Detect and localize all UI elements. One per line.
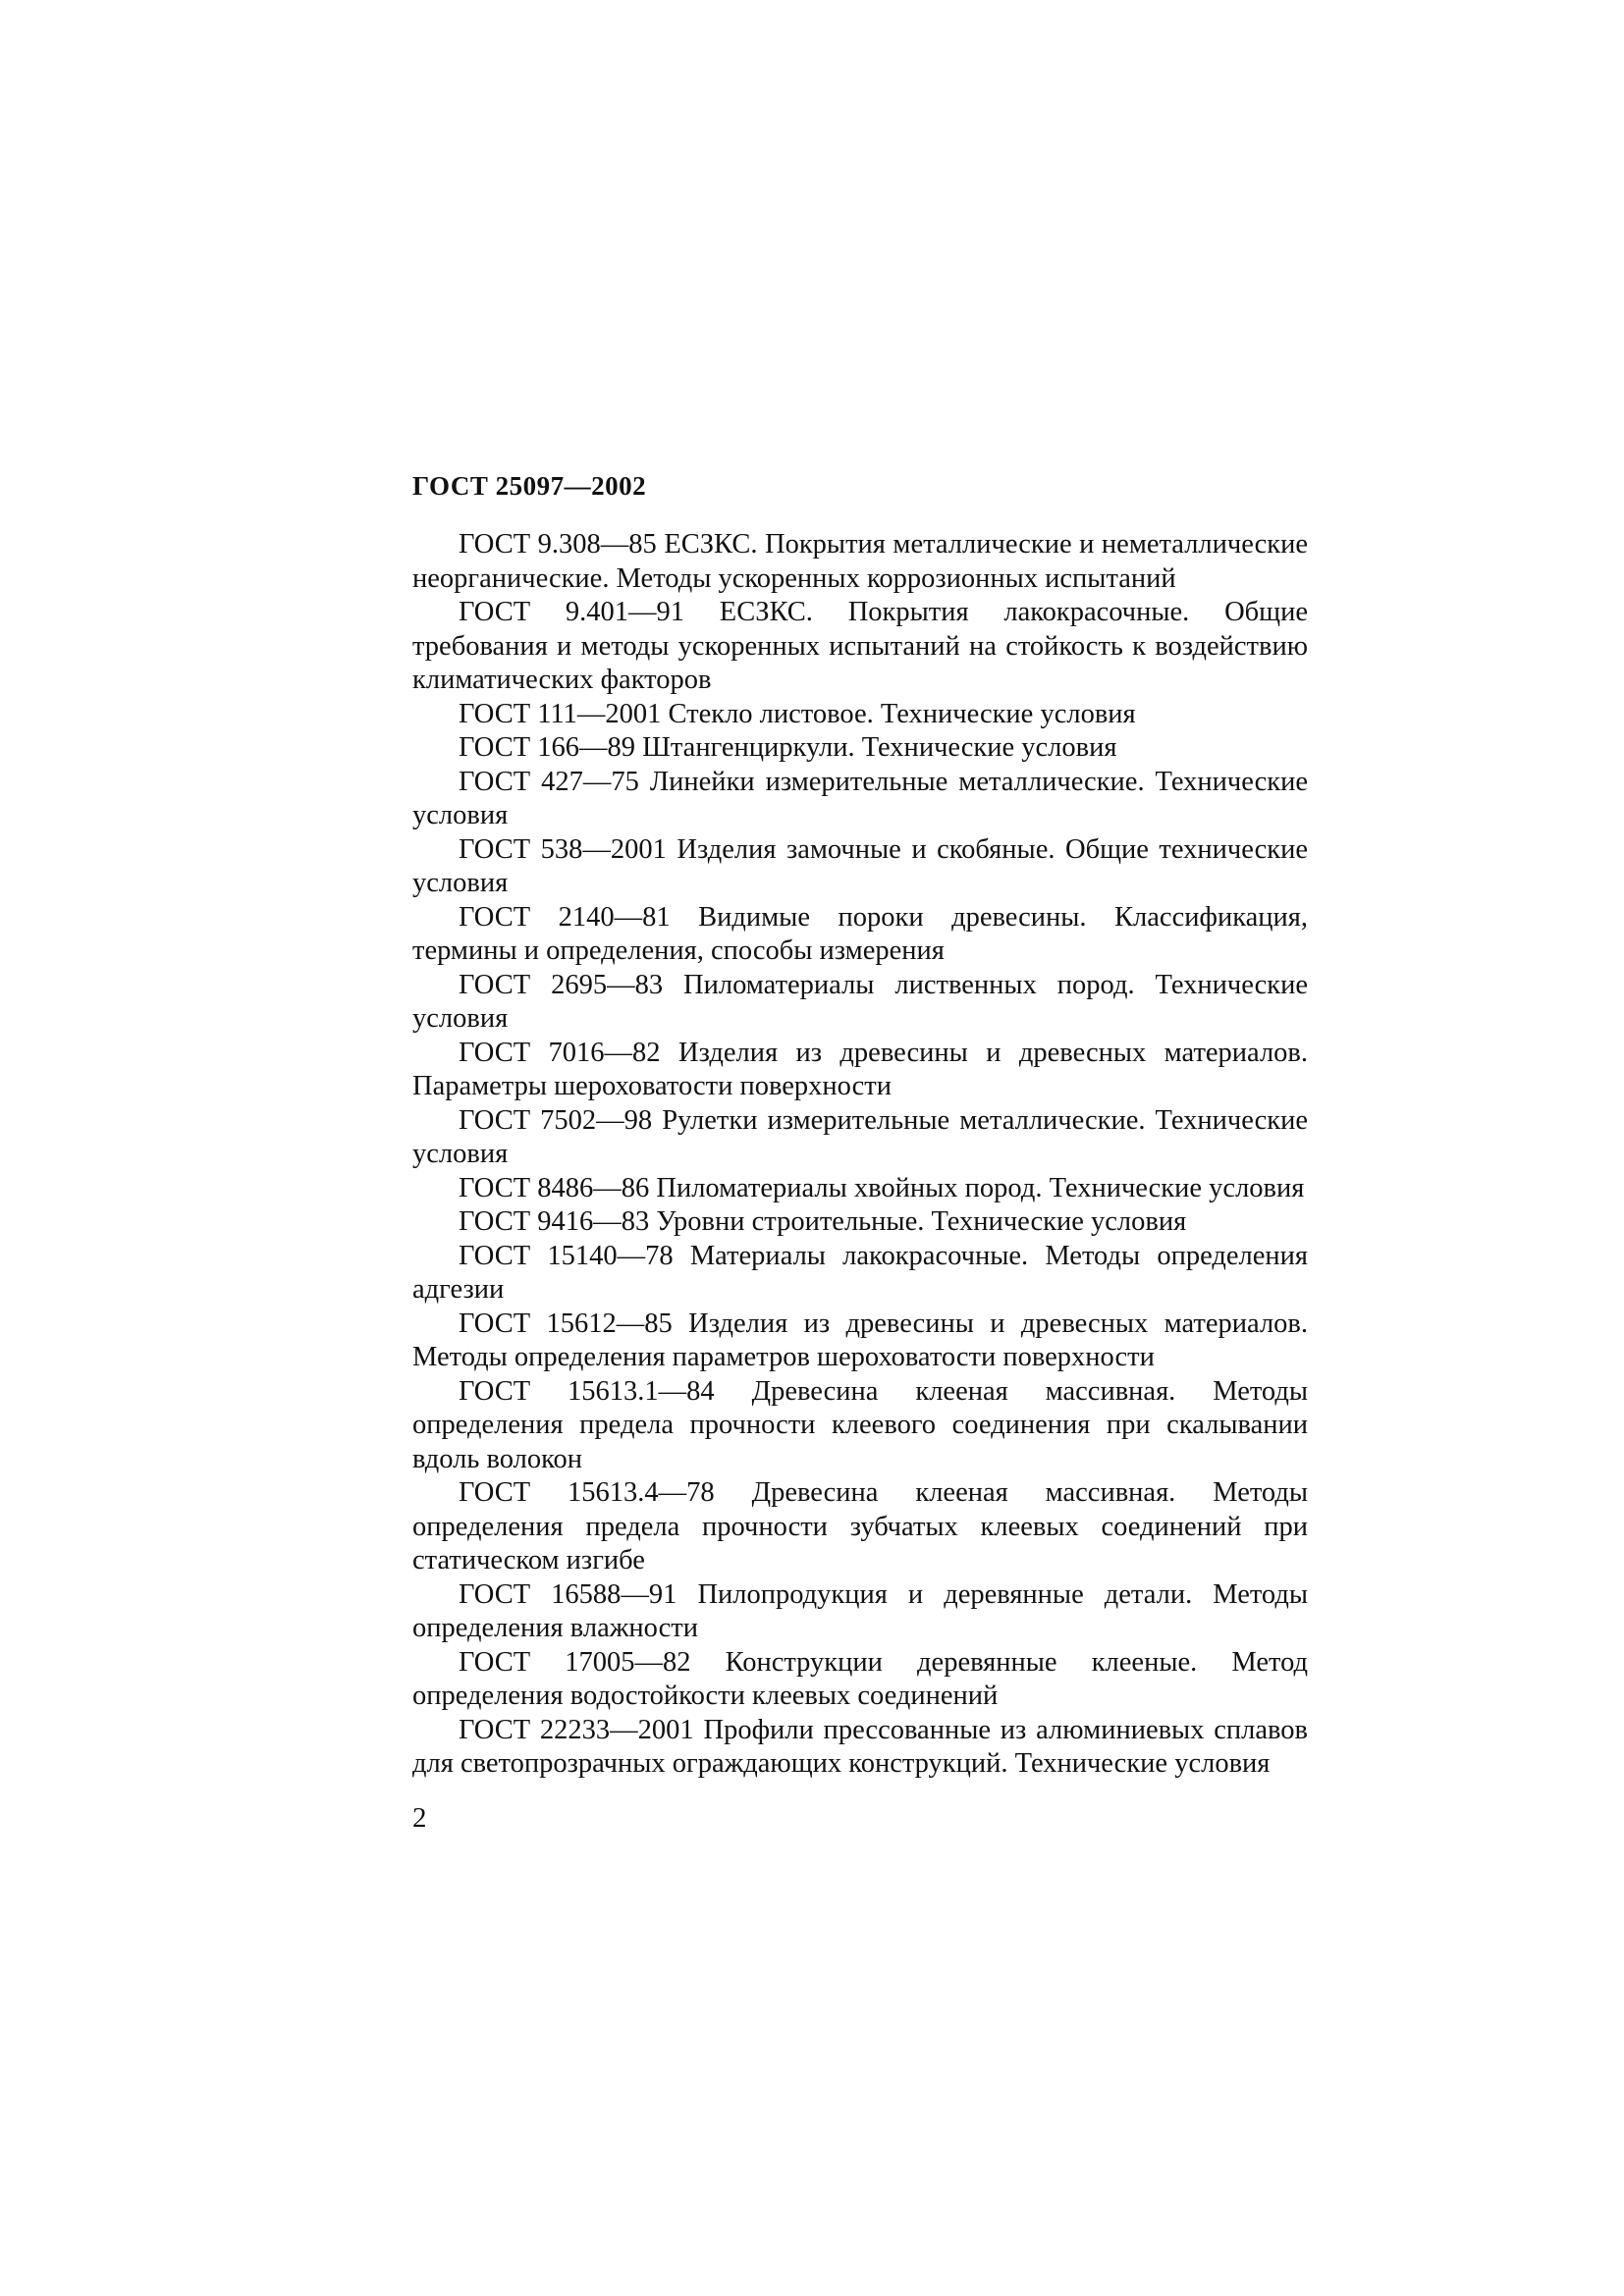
reference-item [412,528,1308,596]
reference-title: Пиломатериалы хвойных пород. Технические условия [656,1172,1305,1203]
reference-item [412,1037,1308,1104]
document-header: ГОСТ 25097—2002 [412,471,647,501]
reference-code: ГОСТ 9.308—85 [459,529,657,560]
reference-item [412,698,1308,732]
reference-code: ГОСТ 7502—98 [459,1104,653,1136]
reference-item [412,1578,1308,1646]
page-number: 2 [412,1802,427,1834]
reference-code: ГОСТ 9416—83 [459,1206,650,1237]
reference-code: ГОСТ 111—2001 [459,698,662,729]
reference-title: Изделия из древесины и древесных материалов. Методы определения параметров шероховатости поверхности [412,1308,1308,1372]
reference-code: ГОСТ 538—2001 [459,833,667,865]
reference-title: Изделия из древесины и древесных материалов. Параметры шероховатости поверхности [412,1037,1308,1101]
reference-item [412,833,1308,901]
reference-item [412,901,1308,969]
reference-item [412,596,1308,698]
reference-title: Пиломатериалы лиственных пород. Технические условия [412,969,1308,1034]
reference-code: ГОСТ 7016—82 [459,1037,661,1068]
reference-code: ГОСТ 9.401—91 [459,597,685,627]
reference-title: Конструкции деревянные клееные. Метод определения водостойкости клеевых соединений [412,1646,1309,1711]
reference-code: ГОСТ 15140—78 [459,1240,674,1271]
reference-item [412,1205,1308,1240]
reference-code: ГОСТ 427—75 [459,766,639,797]
reference-item [412,1308,1308,1375]
reference-item [412,1104,1308,1172]
reference-title: Древесина клееная массивная. Методы определения предела прочности клеевого соединения при скалывании вдоль волокон [412,1375,1309,1474]
normative-references-list [412,528,1308,1782]
reference-title: Древесина клееная массивная. Методы определения предела прочности зубчатых клеевых соединений при статическом изгибе [412,1477,1309,1575]
reference-item [412,969,1308,1037]
reference-item [412,1476,1308,1578]
reference-title: ЕСЗКС. Покрытия лакокрасочные. Общие требования и методы ускоренных испытаний на стойкость к воздействию климатических факторов [412,597,1309,695]
reference-item [412,1375,1308,1477]
reference-code: ГОСТ 166—89 [459,732,635,763]
reference-item [412,766,1308,833]
reference-title: Пилопродукция и деревянные детали. Методы определения влажности [412,1578,1309,1643]
reference-code: ГОСТ 15612—85 [459,1308,673,1339]
reference-item [412,1172,1308,1206]
reference-title: Стекло листовое. Технические условия [668,698,1136,729]
reference-title: Штангенциркули. Технические условия [642,732,1117,763]
reference-code: ГОСТ 16588—91 [459,1578,677,1610]
reference-item [412,1240,1308,1308]
reference-code: ГОСТ 22233—2001 [459,1714,694,1745]
reference-code: ГОСТ 17005—82 [459,1646,691,1678]
reference-item [412,731,1308,766]
reference-code: ГОСТ 15613.1—84 [459,1375,715,1407]
reference-code: ГОСТ 2140—81 [459,901,671,933]
reference-code: ГОСТ 15613.4—78 [459,1477,715,1508]
reference-title: Рулетки измерительные металлические. Технические условия [412,1104,1308,1169]
reference-title: Материалы лакокрасочные. Методы определения адгезии [412,1240,1308,1305]
reference-item [412,1714,1308,1782]
reference-title: ЕСЗКС. Покрытия металлические и неметаллические неорганические. Методы ускоренных коррозионных испытаний [412,529,1308,594]
reference-code: ГОСТ 8486—86 [459,1172,650,1203]
reference-title: Изделия замочные и скобяные. Общие технические условия [412,833,1308,898]
reference-title: Профили прессованные из алюминиевых сплавов для светопрозрачных ограждающих конструкций. Технические условия [412,1714,1308,1779]
reference-title: Линейки измерительные металлические. Технические условия [412,766,1308,830]
reference-title: Уровни строительные. Технические условия [656,1206,1187,1237]
reference-title: Видимые пороки древесины. Классификация, термины и определения, способы измерения [412,901,1308,966]
reference-code: ГОСТ 2695—83 [459,969,664,1000]
reference-item [412,1646,1308,1714]
